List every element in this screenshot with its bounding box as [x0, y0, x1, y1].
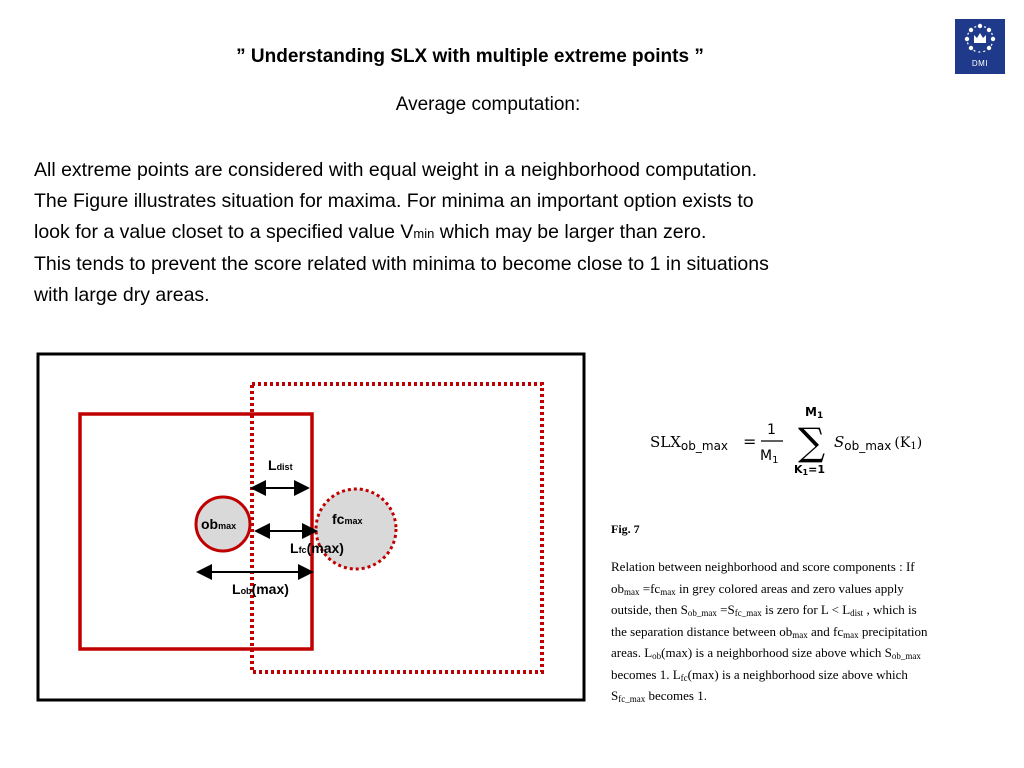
slide-title: ” Understanding SLX with multiple extreme points ”	[236, 46, 704, 67]
caption-line-3: outside, then $S_{ob\_max} =S_{fc\_max}$ is zero for $L < L_{dist}$ , which is	[611, 602, 917, 618]
vmin-subscript: min	[413, 226, 435, 241]
sum-upper-limit: M1	[805, 405, 824, 421]
body-line-3-b: which may be larger than zero.	[434, 221, 707, 243]
caption-line-5: areas. $L_{ob}(\max)$ is a neighborhood size above which $S_{ob\_max}$	[611, 645, 921, 661]
body-paragraph	[34, 155, 994, 311]
caption-line-1: Relation between neighborhood and score components : If	[611, 559, 915, 574]
logo-text: DMI	[971, 59, 989, 68]
dmi-logo	[955, 19, 1005, 74]
ob-max-label: obmax	[201, 516, 237, 532]
l-ob-label: Lob(max)	[232, 581, 289, 597]
figure-label: Fig. 7	[611, 522, 640, 536]
caption-line-7: $S_{fc\_max}$ becomes 1.	[611, 688, 707, 704]
body-line-2: The Figure illustrates situation for maxima. For minima an important option exists to	[34, 190, 754, 212]
sum-lower-limit: K1=1	[794, 463, 825, 477]
formula-equals: =	[743, 432, 757, 451]
slx-formula	[648, 400, 948, 480]
body-line-5: with large dry areas.	[34, 284, 210, 306]
crown-icon	[955, 19, 1005, 59]
slide-subtitle: Average computation:	[395, 94, 581, 115]
l-dist-label: Ldist	[268, 457, 293, 473]
caption-line-2: $ob_{max} =fc_{max}$ in grey colored areas and zero values apply	[611, 580, 904, 597]
body-line-3	[34, 217, 994, 249]
l-fc-label: Lfc(max)	[290, 540, 344, 556]
fc-max-circle	[316, 489, 396, 569]
sum-symbol: ∑	[798, 420, 826, 464]
body-line-4: This tends to prevent the score related with minima to become close to 1 in situations	[34, 253, 769, 275]
formula-denominator: $M_1$	[760, 448, 779, 466]
body-line-3-a: look for a value closet to a specified value V	[34, 221, 414, 243]
figure-caption	[611, 556, 1001, 707]
formula-numerator: 1	[767, 422, 776, 438]
neighborhood-figure	[36, 352, 586, 702]
fc-max-label: fcmax	[332, 511, 363, 527]
caption-line-4: the separation distance between $ob_{max}$ and $fc_{max}$ precipitation	[611, 623, 928, 640]
caption-line-6: becomes 1. $L_{fc}(\max)$ is a neighborhood size above which	[611, 666, 908, 683]
formula-term: $S_{ob\_max}$ (K1)	[834, 433, 923, 453]
body-line-1: All extreme points are considered with equal weight in a neighborhood computation.	[34, 159, 758, 181]
formula-lhs: $SLX_{ob\_max}$	[650, 433, 729, 453]
